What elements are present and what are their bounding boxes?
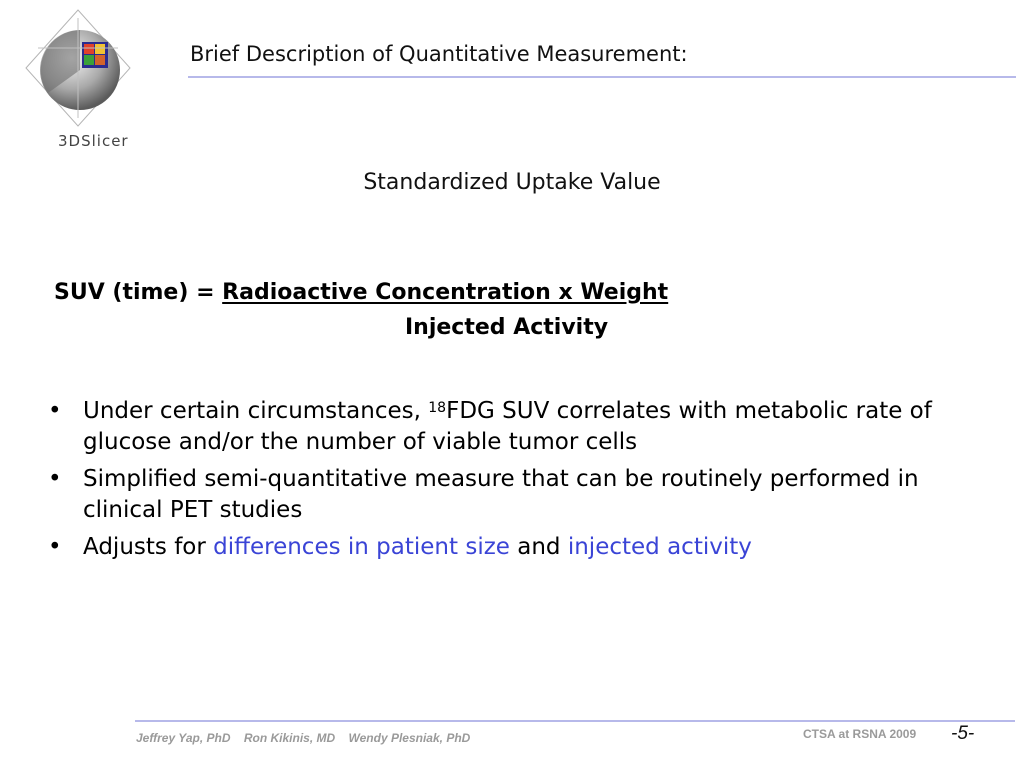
highlight-patient-size: differences in patient size bbox=[213, 534, 510, 560]
bullet-text: Adjusts for bbox=[83, 534, 214, 560]
bullet-list bbox=[44, 396, 984, 569]
bullet-text: FDG SUV correlates with metabolic rate of glucose and/or the number of viable tumor cells bbox=[83, 398, 932, 455]
page-number: -5- bbox=[951, 723, 975, 744]
footer-divider bbox=[135, 720, 1015, 722]
logo-text: 3DSlicer bbox=[58, 132, 129, 150]
bullet-icon: • bbox=[48, 398, 62, 424]
bullet-text: Under certain circumstances, bbox=[83, 398, 429, 424]
bullet-item bbox=[44, 396, 984, 458]
bullet-icon: • bbox=[48, 534, 62, 560]
slide-subtitle: Standardized Uptake Value bbox=[363, 170, 661, 195]
bullet-text: and bbox=[509, 534, 568, 560]
footer-authors: Jeffrey Yap, PhD Ron Kikinis, MD Wendy Plesniak, PhD bbox=[136, 731, 471, 745]
highlight-injected-activity: injected activity bbox=[567, 534, 752, 560]
suv-formula bbox=[54, 280, 668, 305]
bullet-item bbox=[44, 532, 984, 563]
slide-title: Brief Description of Quantitative Measurement: bbox=[190, 42, 688, 66]
bullet-item bbox=[44, 464, 984, 526]
slicer-logo bbox=[18, 8, 138, 148]
bullet-icon: • bbox=[48, 466, 62, 492]
title-divider bbox=[188, 76, 1016, 78]
footer-event: CTSA at RSNA 2009 bbox=[803, 727, 917, 741]
slicer-logo-icon bbox=[18, 8, 138, 128]
isotope-superscript: 18 bbox=[428, 400, 447, 416]
formula-denominator: Injected Activity bbox=[405, 315, 609, 340]
bullet-text: Simplified semi-quantitative measure that can be routinely performed in clinical PET studies bbox=[83, 466, 919, 523]
formula-numerator: Radioactive Concentration x Weight bbox=[222, 280, 669, 305]
formula-lhs: SUV (time) = bbox=[54, 280, 223, 305]
